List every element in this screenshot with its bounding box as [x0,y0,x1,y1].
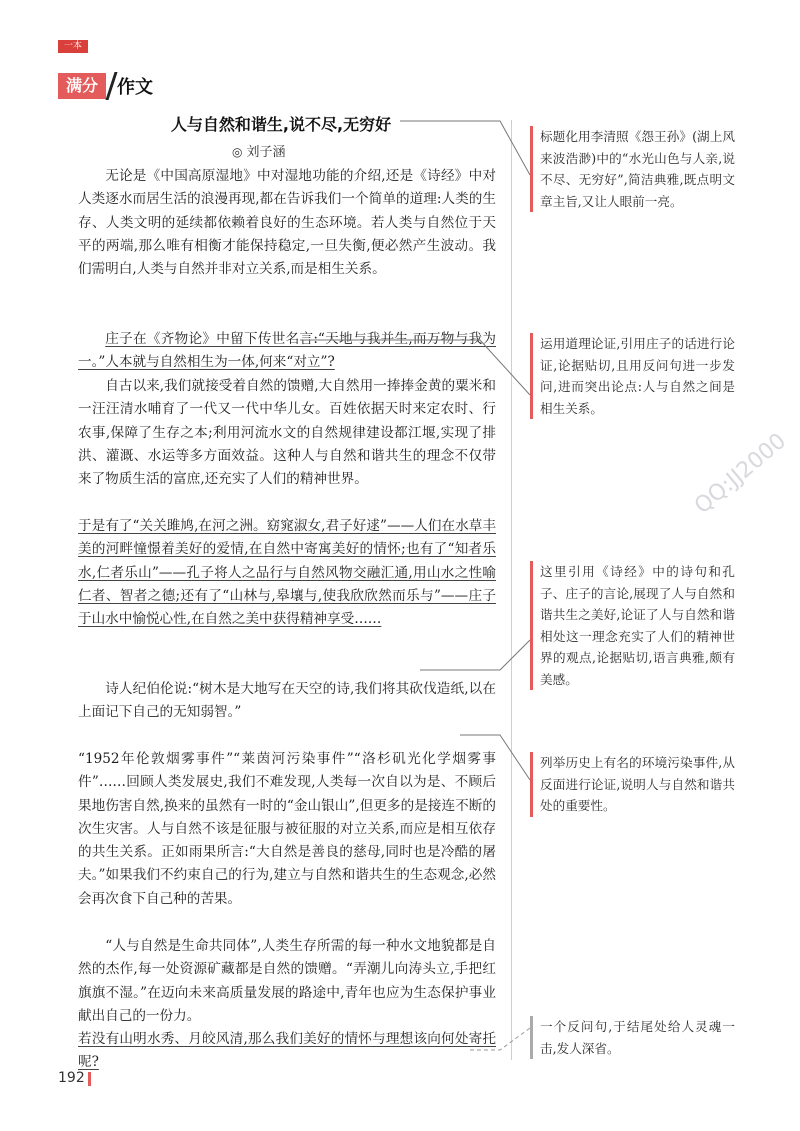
section-name: 作文 [117,77,154,98]
paragraph-1: 无论是《中国高原湿地》中对湿地功能的介绍,还是《诗经》中对人类逐水而居生活的浪漫再现,都在告诉我们一个简单的道理:人类的生存、人类文明的延续都依赖着良好的生态环境。若人类与自然位于天平的两端,那么唯有相衡才能保持稳定,一旦失衡,便必然产生波动。我们需明白,人类与自然并非对立关系,而是相生关系。 [78,168,496,278]
paragraph-1-block [78,165,496,281]
annotation-note-5: 一个反问句,于结尾处给人灵魂一击,发人深省。 [530,1016,735,1059]
section-header [58,72,153,100]
annotation-note-3: 这里引用《诗经》中的诗句和孔子、庄子的言论,展现了人与自然和谐共生之美好,论证了人与自然和谐相处这一理念充实了人们的精神世界的观点,论据贴切,语言典雅,颇有美感。 [530,561,735,690]
paragraph-5: 诗人纪伯伦说:“树木是大地写在天空的诗,我们将其砍伐造纸,以在上面记下自己的无知弱智。” [78,681,496,721]
paragraph-8-block [78,1028,496,1075]
annotation-note-1: 标题化用李清照《怨王孙》(湖上风来波浩渺)中的“水光山色与人亲,说不尽、无穷好”,简洁典雅,既点明文章主旨,又让人眼前一亮。 [530,126,735,212]
connector-line-3 [420,640,530,670]
page-number: 192 [58,1070,85,1086]
essay-author [232,141,286,160]
column-divider [511,120,512,1060]
paragraph-4-block [78,515,496,631]
essay-title: 人与自然和谐生,说不尽,无穷好 [170,115,392,134]
author-mark-icon: ◎ [232,145,243,159]
paragraph-6: “1952年伦敦烟雾事件”“莱茵河污染事件”“洛杉矶光化学烟雾事件”……回顾人类发展史,我们不难发现,人类每一次自以为是、不顾后果地伤害自然,换来的虽然有一时的“金山银山”,但更多的是接连不断的次生灾害。人与自然不该是征服与被征服的对立关系,而应是相互依存的共生关系。正如雨果所言:“大自然是善良的慈母,同时也是冷酷的屠夫。”如果我们不约束自己的行为,建立与自然和谐共生的生态观念,必然会再次食下自己种的苦果。 [78,751,496,907]
watermark: QQ:JJ2000 [690,428,792,520]
annotation-note-2: 运用道理论证,引用庄子的话进行论证,论据贴切,且用反问句进一步发问,进而突出论点:人与自然之间是相生关系。 [530,333,735,419]
paragraph-4: 于是有了“关关雎鸠,在河之洲。窈窕淑女,君子好逑”——人们在水草丰美的河畔憧憬着美好的爱情,在自然中寄寓美好的情怀;也有了“知者乐水,仁者乐山”——孔子将人之品行与自然风物交融汇通,用山水之性喻仁者、智者之德;还有了“山林与,皋壤与,使我欣欣然而乐与”——庄子于山水中愉悦心性,在自然之美中获得精神享受…… [78,518,496,628]
page-number-mark [88,1072,91,1086]
paragraph-2: 庄子在《齐物论》中留下传世名言:“天地与我并生,而万物与我为一。”人本就与自然相生为一体,何来“对立”? [78,331,496,371]
brand-tag: 一本 [58,40,88,53]
paragraph-3: 自古以来,我们就接受着自然的馈赠,大自然用一捧捧金黄的粟米和一汪汪清水哺育了一代又一代中华儿女。百姓依据天时来定农时、行农事,保障了生存之本;利用河流水文的自然规律建设都江堰,实现了排洪、灌溉、水运等多方面效益。这种人与自然和谐共生的理念不仅带来了物质生活的富庶,还充实了人们的精神世界。 [78,378,496,488]
paragraph-8: 若没有山明水秀、月皎风清,那么我们美好的情怀与理想该向何处寄托呢? [78,1031,496,1071]
annotation-note-4: 列举历史上有名的环境污染事件,从反面进行论证,说明人与自然和谐共处的重要性。 [530,752,735,817]
paragraph-3-block [78,375,496,491]
section-badge: 满分 [58,73,106,99]
paragraph-2-block [78,328,496,375]
paragraph-7-block [78,935,496,1028]
section-slash [105,72,117,100]
paragraph-6-block [78,748,496,911]
author-name: 刘子涵 [246,145,286,160]
paragraph-5-block [78,678,496,725]
paragraph-7: “人与自然是生命共同体”,人类生存所需的每一种水文地貌都是自然的杰作,每一处资源矿藏都是自然的馈赠。“弄潮儿向涛头立,手把红旗旗不湿。”在迈向未来高质量发展的路途中,青年也应为生态保护事业献出自己的一份力。 [78,938,496,1024]
